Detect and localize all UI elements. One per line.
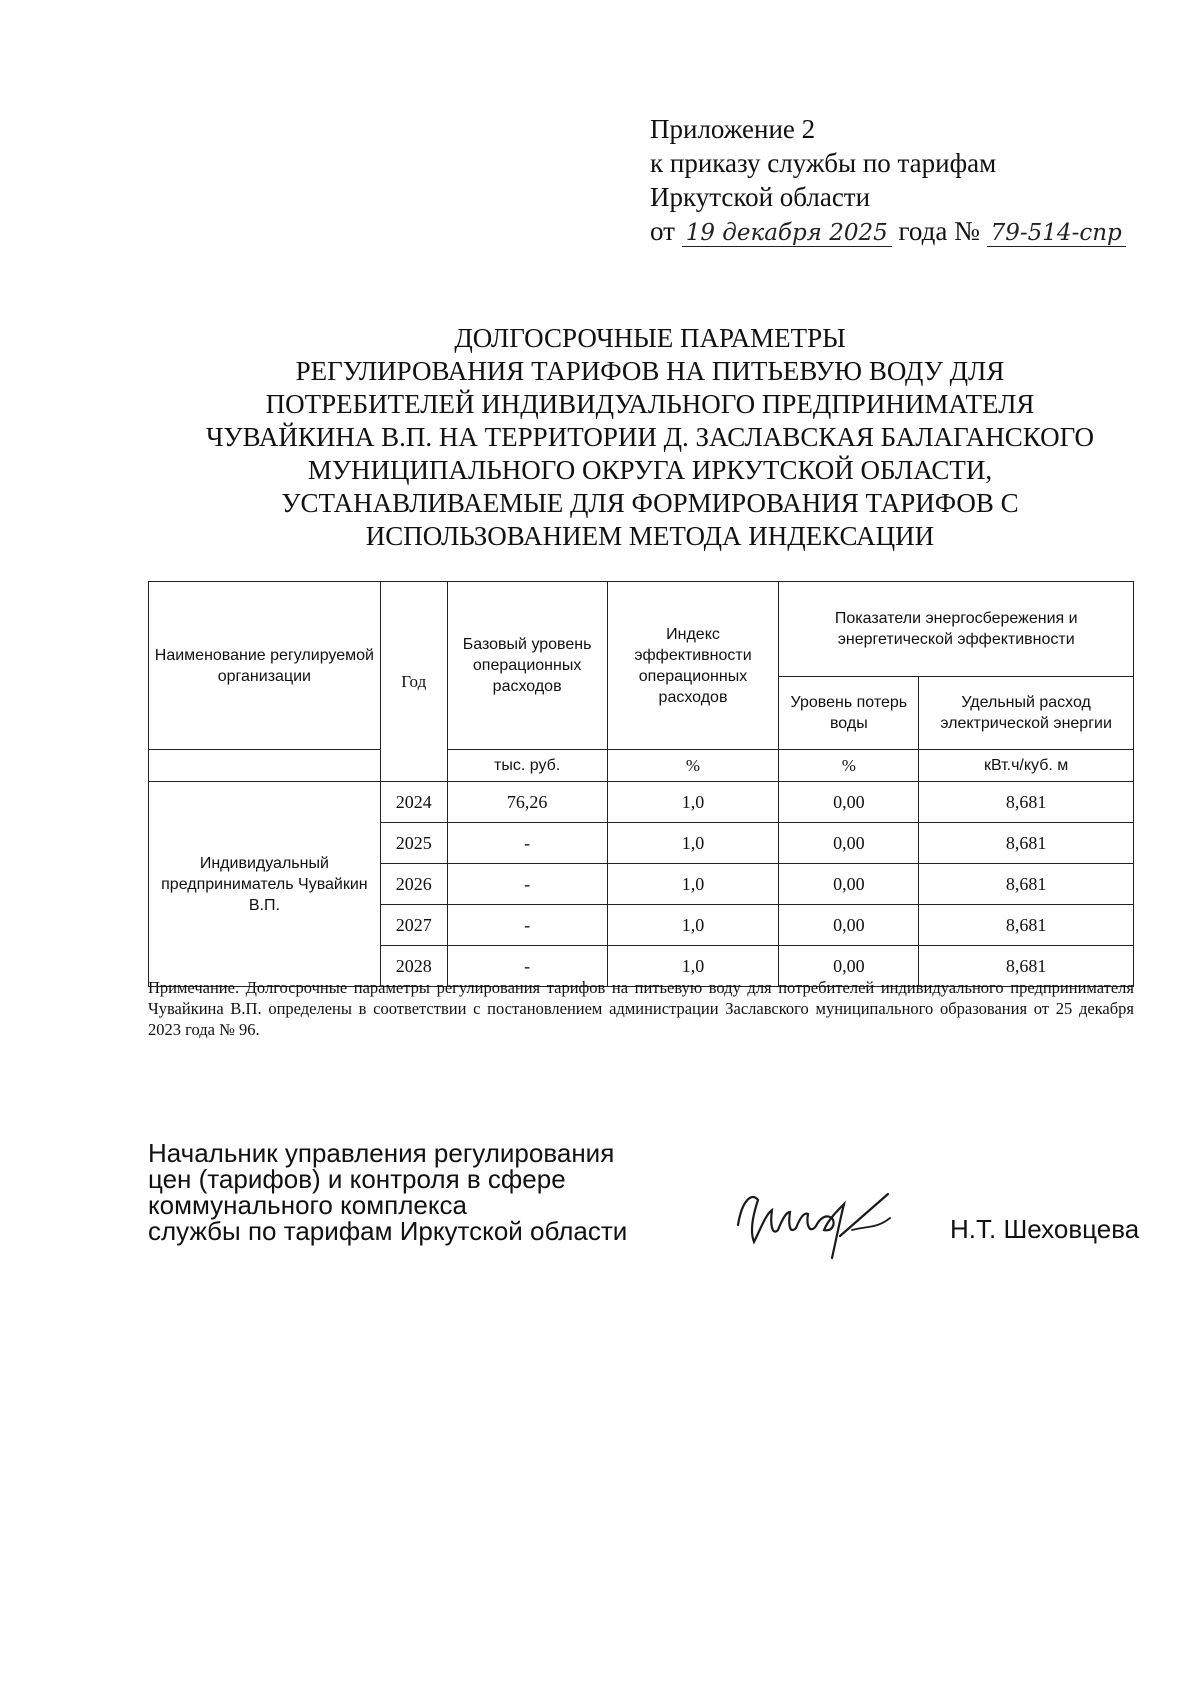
cell-year: 2027 bbox=[380, 905, 447, 946]
handwritten-signature bbox=[728, 1170, 928, 1265]
cell-index: 1,0 bbox=[607, 946, 779, 987]
position-line: коммунального комплекса bbox=[148, 1190, 467, 1220]
header-specific-energy: Удельный расход электрической энергии bbox=[919, 677, 1134, 750]
title-line: ИСПОЛЬЗОВАНИЕМ МЕТОДА ИНДЕКСАЦИИ bbox=[365, 521, 935, 551]
appendix-line: Приложение 2 bbox=[650, 114, 816, 144]
appendix-line: Иркутской области bbox=[650, 182, 871, 212]
unit-efficiency-index: % bbox=[607, 750, 779, 782]
appendix-line: к приказу службы по тарифам bbox=[650, 148, 997, 178]
unit-empty bbox=[149, 750, 381, 782]
table-row bbox=[149, 782, 1134, 823]
cell-base-opex: - bbox=[447, 864, 607, 905]
cell-loss: 0,00 bbox=[779, 823, 919, 864]
title-line: ДОЛГОСРОЧНЫЕ ПАРАМЕТРЫ bbox=[454, 323, 846, 353]
header-base-opex: Базовый уровень операционных расходов bbox=[447, 582, 607, 750]
cell-index: 1,0 bbox=[607, 905, 779, 946]
cell-index: 1,0 bbox=[607, 823, 779, 864]
title-line: УСТАНАВЛИВАЕМЫЕ ДЛЯ ФОРМИРОВАНИЯ ТАРИФОВ С bbox=[281, 488, 1019, 518]
cell-year: 2025 bbox=[380, 823, 447, 864]
table-note: Примечание. Долгосрочные параметры регулирования тарифов на питьевую воду для потребителей индивидуального предпринимателя Чувайкина В.П. определены в соответствии с постановлением администрации Заславского муниципального образования от 25 декабря 2023 года № 96. bbox=[148, 978, 1134, 1039]
tariff-parameters-table bbox=[148, 581, 1134, 987]
position-line: Начальник управления регулирования bbox=[148, 1138, 615, 1168]
cell-energy: 8,681 bbox=[919, 946, 1134, 987]
cell-energy: 8,681 bbox=[919, 905, 1134, 946]
title-line: ПОТРЕБИТЕЛЕЙ ИНДИВИДУАЛЬНОГО ПРЕДПРИНИМАТЕЛЯ bbox=[265, 389, 1035, 419]
cell-year: 2024 bbox=[380, 782, 447, 823]
header-year: Год bbox=[380, 582, 447, 782]
document-title bbox=[150, 322, 1150, 553]
signer-name: Н.Т. Шеховцева bbox=[950, 1214, 1140, 1244]
organization-name: Индивидуальный предприниматель Чувайкин В.П. bbox=[149, 782, 381, 987]
handwritten-number: 79-514-спр bbox=[987, 220, 1126, 247]
cell-index: 1,0 bbox=[607, 782, 779, 823]
cell-loss: 0,00 bbox=[779, 864, 919, 905]
cell-loss: 0,00 bbox=[779, 782, 919, 823]
title-line: РЕГУЛИРОВАНИЯ ТАРИФОВ НА ПИТЬЕВУЮ ВОДУ ДЛЯ bbox=[295, 356, 1005, 386]
cell-loss: 0,00 bbox=[779, 946, 919, 987]
cell-loss: 0,00 bbox=[779, 905, 919, 946]
cell-base-opex: - bbox=[447, 905, 607, 946]
cell-base-opex: 76,26 bbox=[447, 782, 607, 823]
position-line: службы по тарифам Иркутской области bbox=[148, 1216, 628, 1246]
cell-energy: 8,681 bbox=[919, 782, 1134, 823]
cell-energy: 8,681 bbox=[919, 823, 1134, 864]
cell-year: 2028 bbox=[380, 946, 447, 987]
header-efficiency-index: Индекс эффективности операционных расходов bbox=[607, 582, 779, 750]
appendix-date-line bbox=[650, 214, 1126, 248]
header-energy-group: Показатели энергосбережения и энергетической эффективности bbox=[779, 582, 1134, 677]
handwritten-date: 19 декабря 2025 bbox=[682, 220, 892, 247]
header-water-loss: Уровень потерь воды bbox=[779, 677, 919, 750]
number-label: года № bbox=[898, 216, 980, 246]
position-line: цен (тарифов) и контроля в сфере bbox=[148, 1164, 566, 1194]
unit-water-loss: % bbox=[779, 750, 919, 782]
date-prefix: от bbox=[650, 216, 675, 246]
unit-specific-energy: кВт.ч/куб. м bbox=[919, 750, 1134, 782]
title-line: ЧУВАЙКИНА В.П. НА ТЕРРИТОРИИ Д. ЗАСЛАВСКАЯ БАЛАГАНСКОГО bbox=[205, 422, 1095, 452]
title-line: МУНИЦИПАЛЬНОГО ОКРУГА ИРКУТСКОЙ ОБЛАСТИ, bbox=[307, 455, 993, 485]
cell-energy: 8,681 bbox=[919, 864, 1134, 905]
unit-base-opex: тыс. руб. bbox=[447, 750, 607, 782]
cell-base-opex: - bbox=[447, 823, 607, 864]
header-org-name: Наименование регулируемой организации bbox=[149, 582, 381, 750]
signer-position bbox=[148, 1140, 627, 1244]
cell-index: 1,0 bbox=[607, 864, 779, 905]
cell-year: 2026 bbox=[380, 864, 447, 905]
appendix-header bbox=[650, 112, 1126, 248]
cell-base-opex: - bbox=[447, 946, 607, 987]
